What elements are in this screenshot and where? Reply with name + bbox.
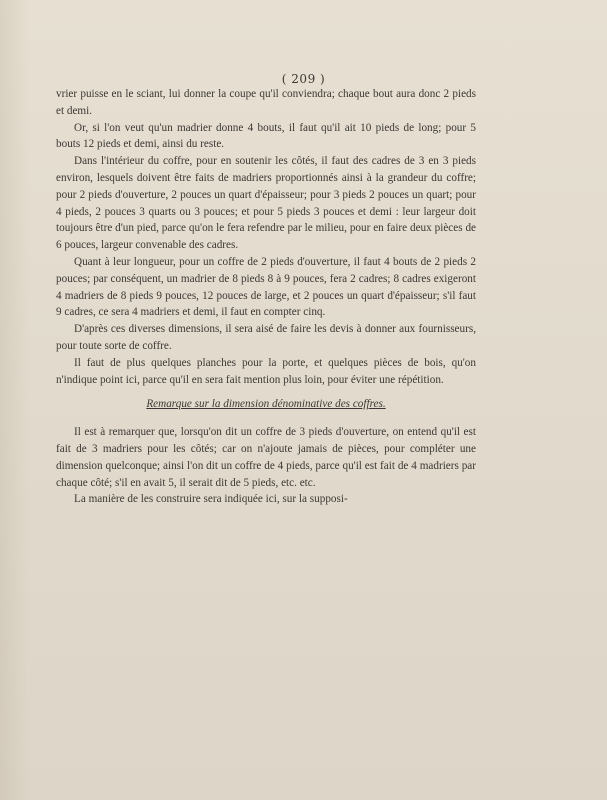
paragraph: Dans l'intérieur du coffre, pour en soutenir les côtés, il faut des cadres de 3 en 3 pieds environ, lesquels doivent être faits de madriers proportionnés ainsi à la grandeur du coffre; pour 2 pieds d'ouverture, 2 pouces un quart d'épaisseur; pour 3 pieds 2 pouces un quart; pour 4 pieds, 2 pouces 3 quarts ou 3 pouces; et pour 5 pieds 3 pouces et demi : leur largeur doit toujours être d'un pied, parce qu'on le fera refendre par le milieu, pour en faire deux pièces de 6 pouces, largeur convenable des cadres. [56, 155, 476, 252]
paragraph: Quant à leur longueur, pour un coffre de 2 pieds d'ouverture, il faut 4 bouts de 2 pieds 2 pouces; par conséquent, un madrier de 8 pieds 8 à 9 pouces, fera 2 cadres; 8 cadres exigeront 4 madriers de 8 pieds 9 pouces, 12 pouces de large, et 2 pouces un quart d'épaisseur; s'il faut 9 cadres, ce sera 4 madriers et demi, il faut en compter cinq. [56, 255, 476, 319]
paper-stain [0, 0, 30, 800]
paragraph: Il est à remarquer que, lorsqu'on dit un coffre de 3 pieds d'ouverture, on entend qu'il est fait de 3 madriers pour les côtés; car on n'ajoute jamais de pièces, pour compléter une dimension quelconque; ainsi l'on dit un coffre de 4 pieds, parce qu'il est fait de 4 madriers par chaque côté; s'il en avait 5, il serait dit de 5 pieds, etc. etc. [56, 426, 476, 489]
page-body [56, 86, 476, 508]
section-heading-text: Remarque sur la dimension dénominative des coffres. [146, 398, 386, 411]
paragraph: La manière de les construire sera indiquée ici, sur la supposi- [74, 493, 348, 506]
paragraph: vrier puisse en le sciant, lui donner la coupe qu'il conviendra; chaque bout aura donc 2 pieds et demi. [56, 88, 476, 117]
page-number: ( 209 ) [281, 72, 326, 86]
section-heading [56, 396, 476, 413]
paragraph: Il faut de plus quelques planches pour la porte, et quelques pièces de bois, qu'on n'indique point ici, parce qu'il en sera fait mention plus loin, pour éviter une répétition. [56, 356, 476, 386]
paragraph: Or, si l'on veut qu'un madrier donne 4 bouts, il faut qu'il ait 10 pieds de long; pour 5 bouts 12 pieds et demi, ainsi du reste. [56, 121, 476, 151]
paragraph: D'après ces diverses dimensions, il sera aisé de faire les devis à donner aux fournisseurs, pour toute sorte de coffre. [56, 323, 476, 352]
